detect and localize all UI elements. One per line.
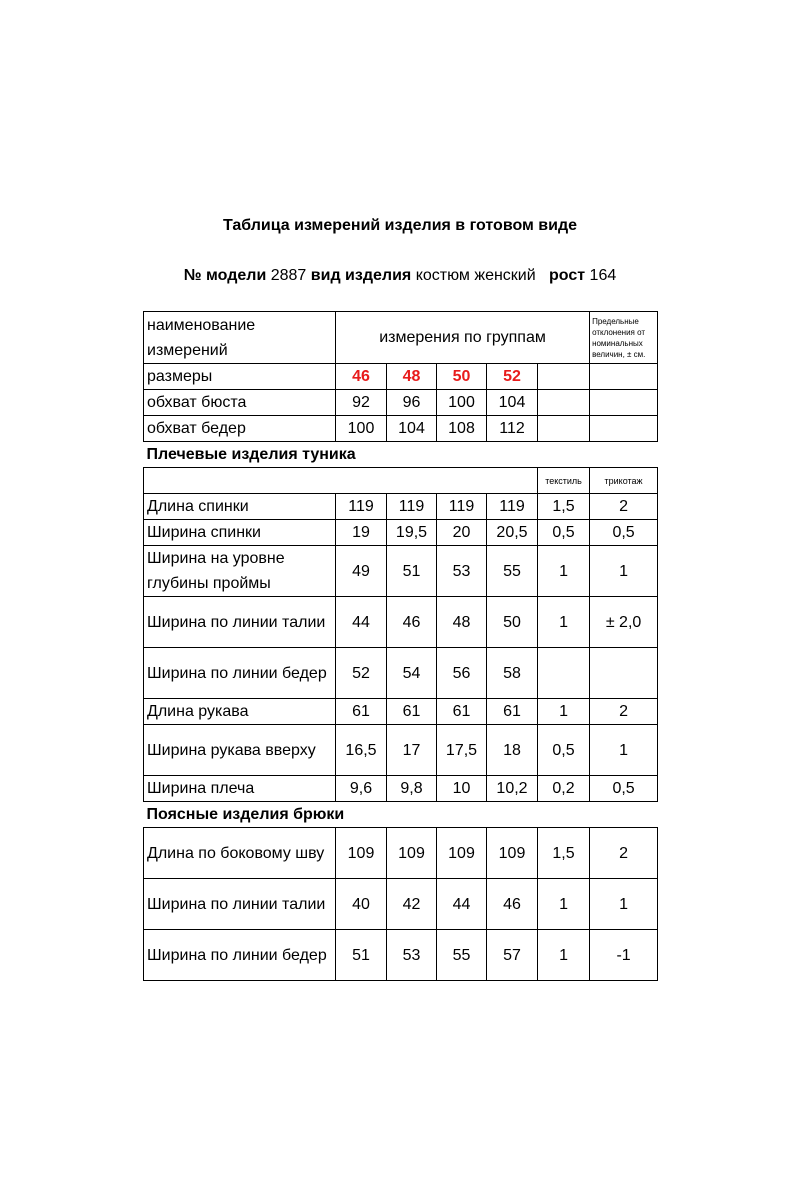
value-cell: 46: [387, 597, 437, 648]
size-cell: 48: [387, 364, 437, 390]
value-cell: 109: [437, 828, 487, 879]
row-label: Ширина спинки: [144, 520, 336, 546]
table-row: [144, 597, 658, 648]
height-label: рост: [549, 267, 586, 284]
tolerance-knit-cell: 1: [590, 725, 658, 776]
empty-cell: [590, 416, 658, 442]
size-cell: 50: [437, 364, 487, 390]
table-row: [144, 494, 658, 520]
tolerance-knit-cell: 2: [590, 494, 658, 520]
value-cell: 9,6: [336, 776, 387, 802]
header-name-cell: наименование измерений: [144, 312, 336, 364]
tolerance-textile-cell: 0,2: [538, 776, 590, 802]
row-label: Длина спинки: [144, 494, 336, 520]
table-header-row: [144, 312, 658, 364]
value-cell: 18: [487, 725, 538, 776]
empty-cell: [590, 364, 658, 390]
model-value: 2887: [270, 267, 307, 284]
section-title: Поясные изделия брюки: [144, 802, 658, 828]
value-cell: 109: [487, 828, 538, 879]
value-cell: 44: [437, 879, 487, 930]
empty-cell: [538, 390, 590, 416]
table-row: [144, 546, 658, 597]
value-cell: 50: [487, 597, 538, 648]
tolerance-textile-cell: [538, 648, 590, 699]
value-cell: 44: [336, 597, 387, 648]
row-label: Ширина по линии талии: [144, 879, 336, 930]
value-cell: 19,5: [387, 520, 437, 546]
tolerance-textile-cell: 1: [538, 699, 590, 725]
measurement-sheet: [143, 211, 657, 981]
value-cell: 10: [437, 776, 487, 802]
table-row: [144, 520, 658, 546]
value-cell: 61: [336, 699, 387, 725]
row-label: Ширина по линии бедер: [144, 930, 336, 981]
value-cell: 52: [336, 648, 387, 699]
tolerance-textile-cell: 1,5: [538, 494, 590, 520]
tolerance-knit-cell: -1: [590, 930, 658, 981]
value-cell: 119: [387, 494, 437, 520]
value-cell: 100: [437, 390, 487, 416]
row-label: обхват бедер: [144, 416, 336, 442]
type-value: костюм женский: [415, 267, 536, 284]
table-row: [144, 828, 658, 879]
row-label: Длина рукава: [144, 699, 336, 725]
size-cell: 46: [336, 364, 387, 390]
tolerance-textile-cell: 0,5: [538, 725, 590, 776]
header-tolerance-cell: Предельные отклонения от номинальных величин, ± см.: [590, 312, 658, 364]
tolerance-knit-cell: 2: [590, 828, 658, 879]
row-label: Ширина на уровне глубины проймы: [144, 546, 336, 597]
value-cell: 17: [387, 725, 437, 776]
value-cell: 109: [387, 828, 437, 879]
table-row: [144, 648, 658, 699]
tolerance-knit-cell: 1: [590, 879, 658, 930]
row-label: Ширина по линии талии: [144, 597, 336, 648]
tolerance-textile-cell: 1: [538, 930, 590, 981]
row-label: Ширина по линии бедер: [144, 648, 336, 699]
value-cell: 104: [487, 390, 538, 416]
section-title-row: [144, 442, 658, 468]
header-groups-cell: измерения по группам: [336, 312, 590, 364]
table-row: [144, 725, 658, 776]
value-cell: 53: [387, 930, 437, 981]
value-cell: 109: [336, 828, 387, 879]
value-cell: 112: [487, 416, 538, 442]
value-cell: 51: [336, 930, 387, 981]
table-row: [144, 776, 658, 802]
page-title: Таблица измерений изделия в готовом виде: [222, 217, 578, 234]
type-label: вид изделия: [310, 267, 412, 284]
section-title-row: [144, 802, 658, 828]
value-cell: 42: [387, 879, 437, 930]
value-cell: 9,8: [387, 776, 437, 802]
value-cell: 108: [437, 416, 487, 442]
tolerance-textile-cell: 1: [538, 597, 590, 648]
row-label: Ширина плеча: [144, 776, 336, 802]
tol-textile-label: текстиль: [538, 468, 590, 494]
value-cell: 51: [387, 546, 437, 597]
tolerance-knit-cell: 0,5: [590, 776, 658, 802]
value-cell: 119: [336, 494, 387, 520]
value-cell: 61: [487, 699, 538, 725]
row-label: Ширина рукава вверху: [144, 725, 336, 776]
value-cell: 55: [437, 930, 487, 981]
empty-cell: [590, 390, 658, 416]
sizes-label: размеры: [144, 364, 336, 390]
tolerance-textile-cell: 1,5: [538, 828, 590, 879]
value-cell: 10,2: [487, 776, 538, 802]
tolerance-knit-cell: 2: [590, 699, 658, 725]
value-cell: 96: [387, 390, 437, 416]
row-label: Длина по боковому шву: [144, 828, 336, 879]
tol-knit-label: трикотаж: [590, 468, 658, 494]
table-row: [144, 416, 658, 442]
table-row: [144, 390, 658, 416]
value-cell: 61: [387, 699, 437, 725]
value-cell: 92: [336, 390, 387, 416]
measurement-table: [143, 311, 658, 981]
value-cell: 119: [437, 494, 487, 520]
value-cell: 57: [487, 930, 538, 981]
tolerance-textile-cell: 1: [538, 879, 590, 930]
value-cell: 119: [487, 494, 538, 520]
tolerance-textile-cell: 1: [538, 546, 590, 597]
value-cell: 53: [437, 546, 487, 597]
value-cell: 16,5: [336, 725, 387, 776]
table-row: [144, 930, 658, 981]
value-cell: 49: [336, 546, 387, 597]
height-value: 164: [589, 267, 617, 284]
empty-cell: [144, 468, 538, 494]
section-title: Плечевые изделия туника: [144, 442, 658, 468]
value-cell: 54: [387, 648, 437, 699]
empty-cell: [538, 364, 590, 390]
value-cell: 104: [387, 416, 437, 442]
model-line: [143, 261, 657, 291]
value-cell: 20: [437, 520, 487, 546]
sizes-row: [144, 364, 658, 390]
value-cell: 46: [487, 879, 538, 930]
value-cell: 56: [437, 648, 487, 699]
table-row: [144, 699, 658, 725]
tolerance-knit-cell: 0,5: [590, 520, 658, 546]
tolerance-knit-cell: [590, 648, 658, 699]
value-cell: 40: [336, 879, 387, 930]
tolerance-subheader-row: [144, 468, 658, 494]
empty-cell: [538, 416, 590, 442]
spacer: [143, 241, 657, 261]
value-cell: 55: [487, 546, 538, 597]
value-cell: 20,5: [487, 520, 538, 546]
value-cell: 48: [437, 597, 487, 648]
value-cell: 19: [336, 520, 387, 546]
size-cell: 52: [487, 364, 538, 390]
tolerance-knit-cell: 1: [590, 546, 658, 597]
model-label: № модели: [183, 267, 267, 284]
value-cell: 100: [336, 416, 387, 442]
value-cell: 17,5: [437, 725, 487, 776]
value-cell: 58: [487, 648, 538, 699]
tolerance-textile-cell: 0,5: [538, 520, 590, 546]
tolerance-knit-cell: ± 2,0: [590, 597, 658, 648]
spacer: [143, 291, 657, 311]
value-cell: 61: [437, 699, 487, 725]
table-row: [144, 879, 658, 930]
row-label: обхват бюста: [144, 390, 336, 416]
